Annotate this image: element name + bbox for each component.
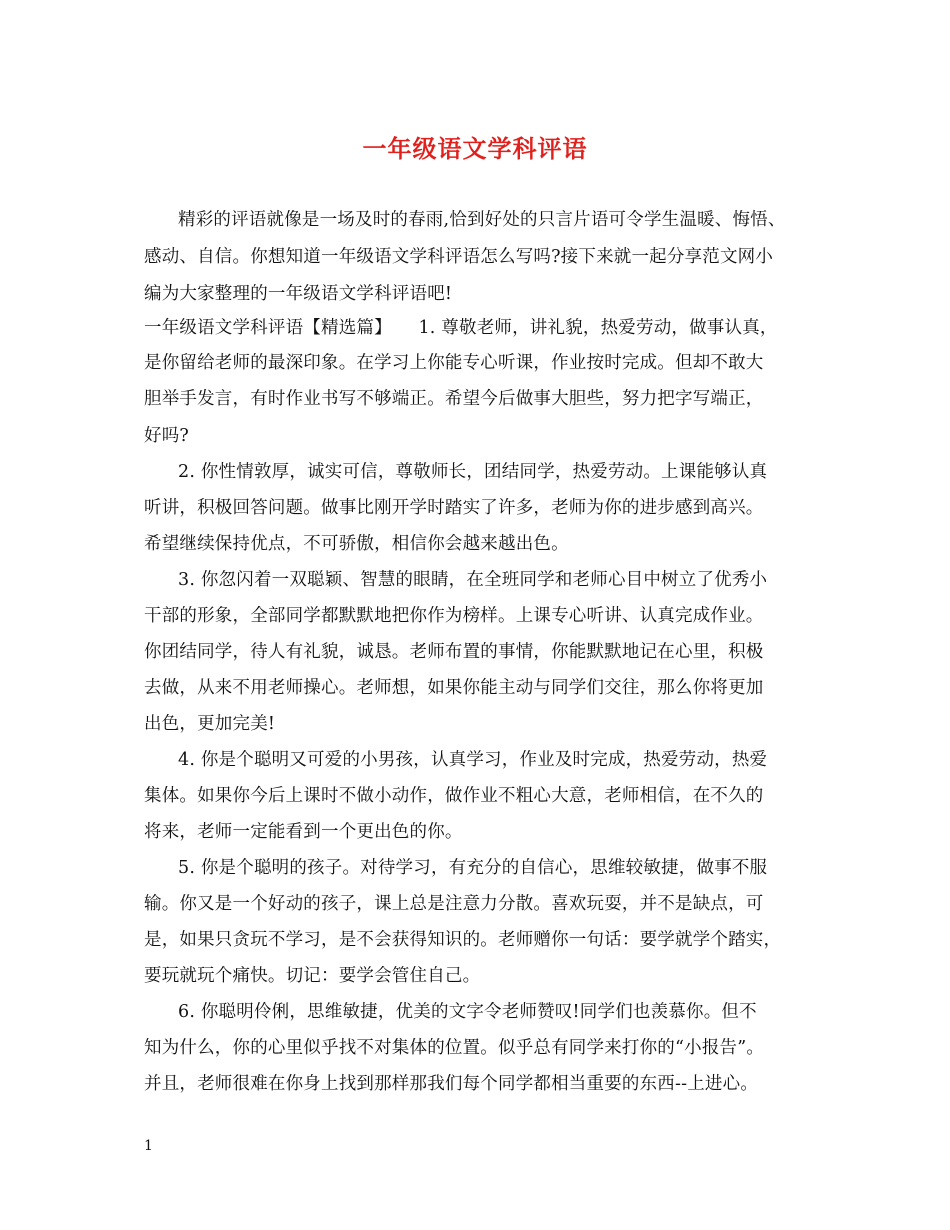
paragraph-line: 编为大家整理的一年级语文学科评语吧! (144, 284, 453, 304)
paragraph-line: 干部的形象，全部同学都默默地把你作为榜样。上课专心听讲、认真完成作业。 (144, 606, 764, 626)
paragraph-line: 知为什么，你的心里似乎找不对集体的位置。似乎总有同学来打你的“小报告”。 (144, 1038, 765, 1058)
paragraph-line: 将来，老师一定能看到一个更出色的你。 (144, 822, 463, 842)
paragraph-line: 去做，从来不用老师操心。老师想，如果你能主动与同学们交往，那么你将更加 (144, 678, 764, 698)
paragraph-line: 要玩就玩个痛快。切记：要学会管住自己。 (144, 966, 481, 986)
paragraph-line: 听讲，积极回答问题。做事比刚开学时踏实了许多，老师为你的进步感到高兴。 (144, 498, 764, 518)
paragraph-line: 一年级语文学科评语【精选篇】 1. 尊敬老师，讲礼貌，热爱劳动，做事认真， (144, 318, 778, 338)
page-number: 1 (144, 1138, 153, 1154)
paragraph-line: 并且，老师很难在你身上找到那样那我们每个同学都相当重要的东西--上进心。 (144, 1074, 759, 1094)
paragraph-line: 希望继续保持优点，不可骄傲，相信你会越来越出色。 (144, 534, 569, 554)
paragraph-line: 5. 你是个聪明的孩子。对待学习，有充分的自信心，思维较敏捷，做事不服 (178, 858, 768, 878)
paragraph-line: 6. 你聪明伶俐，思维敏捷，优美的文字令老师赞叹!同学们也羡慕你。但不 (178, 1002, 757, 1022)
paragraph-line: 感动、自信。你想知道一年级语文学科评语怎么写吗?接下来就一起分享范文网小 (144, 247, 774, 267)
paragraph-line: 是，如果只贪玩不学习，是不会获得知识的。老师赠你一句话：要学就学个踏实， (144, 930, 782, 950)
paragraph-line: 输。你又是一个好动的孩子，课上总是注意力分散。喜欢玩耍，并不是缺点，可 (144, 894, 764, 914)
paragraph-line: 胆举手发言，有时作业书写不够端正。希望今后做事大胆些，努力把字写端正， (144, 389, 764, 409)
paragraph-line: 集体。如果你今后上课时不做小动作，做作业不粗心大意，老师相信，在不久的 (144, 786, 764, 806)
paragraph-line: 4. 你是个聪明又可爱的小男孩，认真学习，作业及时完成，热爱劳动，热爱 (178, 750, 768, 770)
paragraph-line: 3. 你忽闪着一双聪颖、智慧的眼睛，在全班同学和老师心目中树立了优秀小 (178, 570, 768, 590)
document-title: 一年级语文学科评语 (362, 134, 588, 163)
paragraph-line: 好吗? (144, 426, 189, 446)
paragraph-line: 你团结同学，待人有礼貌，诚恳。老师布置的事情，你能默默地记在心里，积极 (144, 642, 764, 662)
paragraph-line: 精彩的评语就像是一场及时的春雨,恰到好处的只言片语可令学生温暖、悔悟、 (178, 210, 786, 230)
paragraph-line: 2. 你性情敦厚，诚实可信，尊敬师长，团结同学，热爱劳动。上课能够认真 (178, 462, 768, 482)
paragraph-line: 是你留给老师的最深印象。在学习上你能专心听课，作业按时完成。但却不敢大 (144, 353, 764, 373)
paragraph-line: 出色，更加完美! (144, 714, 276, 734)
